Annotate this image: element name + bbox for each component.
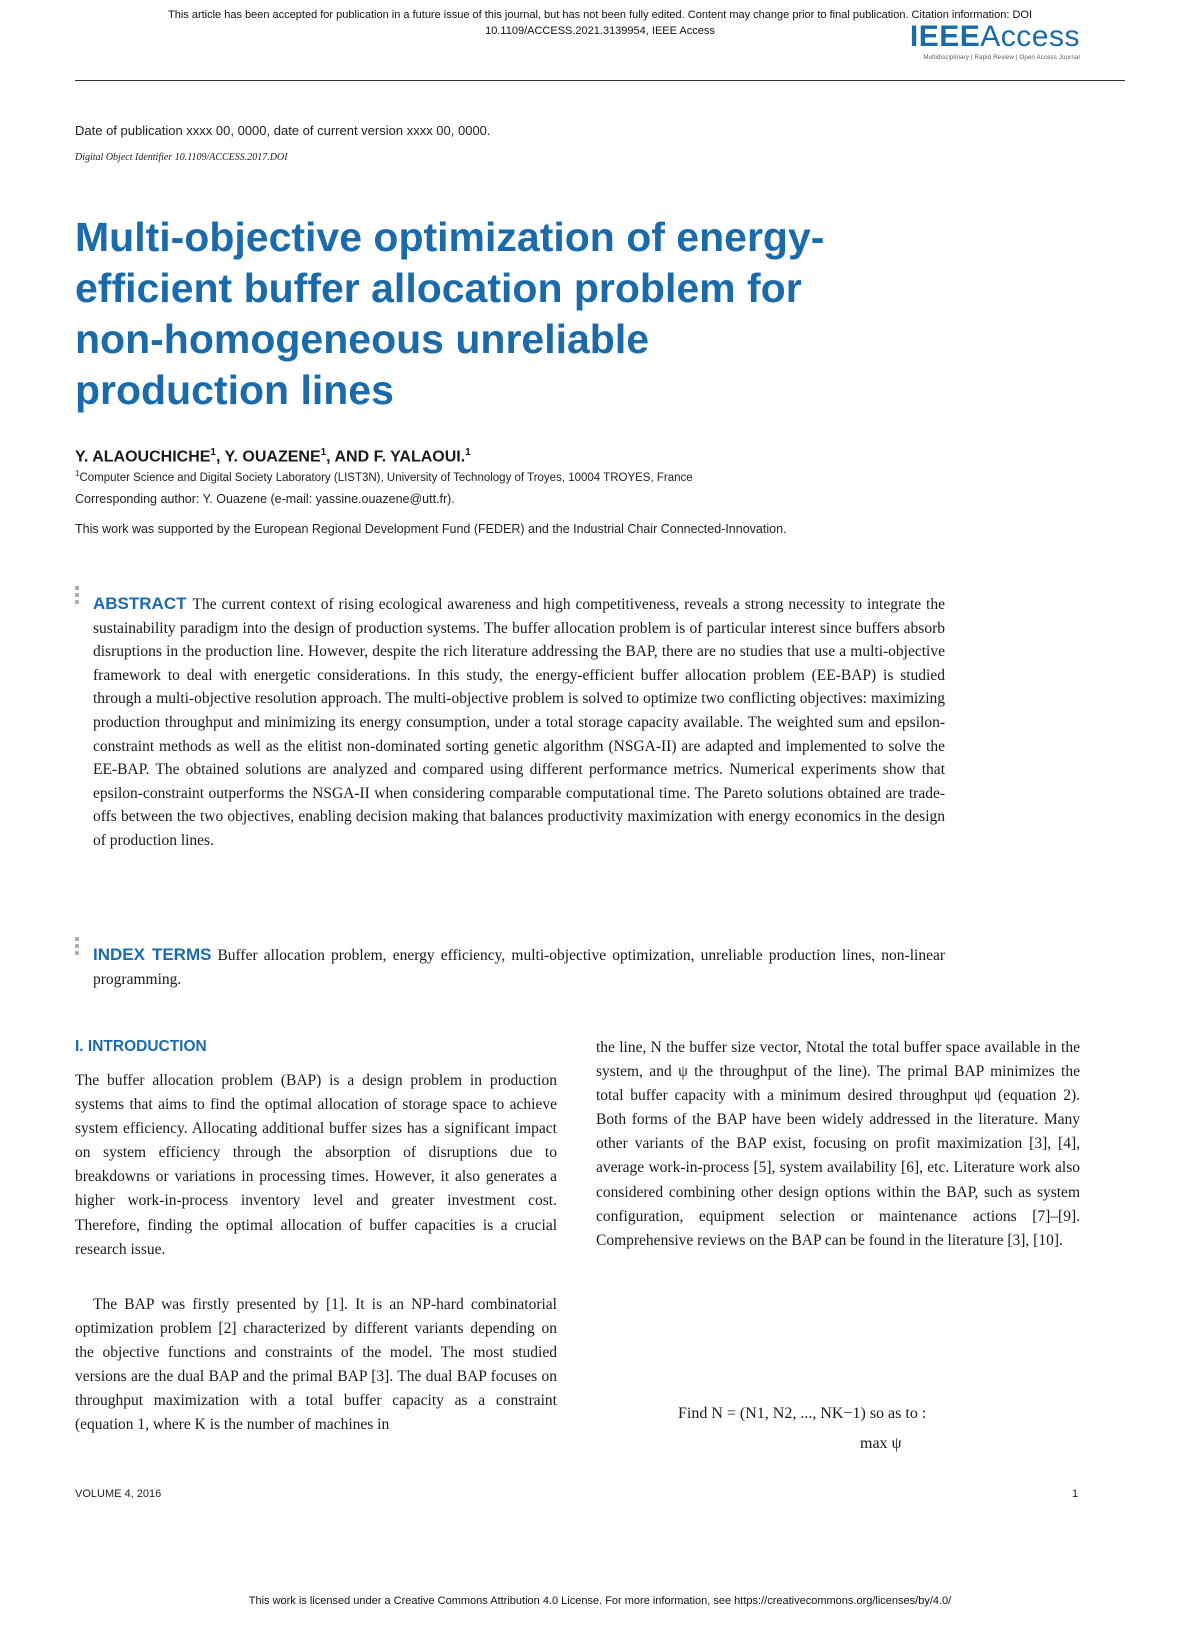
author-affil-mark: 1 (210, 447, 216, 458)
affiliation-text: Computer Science and Digital Society Laboratory (LIST3N), University of Technology of Troyes, 10004 TROYES, France (79, 471, 693, 484)
volume-footer: VOLUME 4, 2016 (75, 1488, 162, 1500)
author-affil-mark: 1 (465, 447, 471, 458)
doi-line: Digital Object Identifier 10.1109/ACCESS.2017.DOI (75, 152, 288, 163)
author-list: Y. ALAOUCHICHE$^1$, Y. OUAZENE$^1$, AND F. YALAOUI.$^1$ (75, 447, 471, 466)
affiliation-mark: 1 (75, 469, 80, 478)
index-terms-label: INDEX TERMS (93, 945, 212, 964)
equation-line-find: Find N = (N1, N2, ..., NK−1) so as to : (678, 1405, 927, 1422)
license-notice: This work is licensed under a Creative Commons Attribution 4.0 License. For more information, see https://creativecommons.org/licenses/by/4.0/ (248, 1595, 952, 1607)
equation-1 (596, 1399, 1080, 1459)
intro-right-column: the line, N the buffer size vector, Ntotal the total buffer space available in the system, and ψ the throughput of the line). The primal BAP minimizes the total buffer capacity with a minimum desired throughput ψd (equation 2). Both forms of the BAP have been widely addressed in the literature. Many other variants of the BAP exist, focusing on profit maximization [3], [4], average work-in-process [5], system availability [6], etc. Literature work also considered combining other design options within the BAP, such as system configuration, equipment selection or maintenance actions [7]–[9]. Comprehensive reviews on the BAP can be found in the literature [3], [10]. (596, 1039, 1080, 1249)
index-terms-text: Buffer allocation problem, energy efficiency, multi-objective optimization, unreliable production lines, non-linear programming. (93, 947, 945, 988)
section-heading-introduction: I. INTRODUCTION (75, 1038, 207, 1055)
logo-access: Access (980, 20, 1080, 53)
author-name: Y. ALAOUCHICHE (75, 448, 211, 466)
ieee-access-wordmark (910, 20, 1080, 54)
equation-line-max: max ψ (860, 1435, 902, 1452)
logo-tagline: Multidisciplinary | Rapid Review | Open Access Journal (923, 55, 1080, 61)
corresponding-author: Corresponding author: Y. Ouazene (e-mail: yassine.ouazene@utt.fr). (75, 492, 455, 506)
logo-ieee: IEEE (909, 20, 981, 53)
abstract (93, 592, 945, 853)
index-terms (93, 943, 945, 991)
header-divider (75, 80, 1125, 81)
intro-paragraph-2: The BAP was firstly presented by [1]. It is an NP-hard combinatorial optimization problem [2] characterized by different variants depending on the objective functions and constraints of the model. The most studied versions are the dual BAP and the primal BAP [3]. The dual BAP focuses on throughput maximization with a total buffer capacity as a constraint (equation 1, where K is the number of machines in (75, 1296, 557, 1434)
abstract-label: ABSTRACT (93, 594, 187, 613)
ieee-access-logo (910, 20, 1080, 62)
abstract-marker-icon (75, 586, 81, 607)
acceptance-notice-line2: 10.1109/ACCESS.2021.3139954, IEEE Access (485, 25, 715, 37)
index-terms-marker-icon (75, 937, 81, 958)
author-affil-mark: 1 (320, 447, 327, 458)
paper-title: Multi-objective optimization of energy-efficient buffer allocation problem for non-homogeneous unreliable production lines (75, 214, 825, 413)
publication-date: Date of publication xxxx 00, 0000, date of current version xxxx 00, 0000. (75, 123, 491, 138)
page-number: 1 (1072, 1488, 1079, 1500)
acceptance-notice-line1: This article has been accepted for publication in a future issue of this journal, but has not been fully edited. Content may change prior to final publication. Citation information: DOI (168, 9, 1032, 21)
affiliation (75, 469, 693, 484)
abstract-text: The current context of rising ecological awareness and high competitiveness, reveals a strong necessity to integrate the sustainability paradigm into the design of production systems. The buffer allocation problem is of particular interest since buffers absorb disruptions in the production line. However, despite the rich literature addressing the BAP, there are no studies that use a multi-objective framework to deal with energetic considerations. In this study, the energy-efficient buffer allocation problem (EE-BAP) is studied through a multi-objective resolution approach. The multi-objective problem is solved to optimize two conflicting objectives: maximizing production throughput and minimizing its energy consumption, under a total storage capacity available. The weighted sum and epsilon-constraint methods as well as the elitist non-dominated sorting genetic algorithm (NSGA-II) are adapted and implemented to solve the EE-BAP. The obtained solutions are analyzed and compared using different performance metrics. Numerical experiments show that epsilon-constraint outperforms the NSGA-II when considering comparable computational time. The Pareto solutions obtained are trade-offs between the two objectives, enabling decision making that balances productivity maximization with energy economics in the design of production lines. (93, 596, 945, 849)
author-name: Y. OUAZENE (224, 448, 321, 466)
intro-paragraph-1: The buffer allocation problem (BAP) is a design problem in production systems that aims to find the optimal allocation of storage space to achieve system efficiency. Allocating additional buffer sizes has a significant impact on system efficiency through the absorption of disruptions due to breakdowns or variations in processing times. However, it also generates a higher work-in-process inventory level and greater investment cost. Therefore, finding the optimal allocation of buffer capacities is a crucial research issue. (75, 1072, 557, 1258)
author-name: AND F. YALAOUI. (334, 448, 466, 466)
funding-note: This work was supported by the European Regional Development Fund (FEDER) and the Industrial Chair Connected-Innovation. (75, 522, 787, 536)
